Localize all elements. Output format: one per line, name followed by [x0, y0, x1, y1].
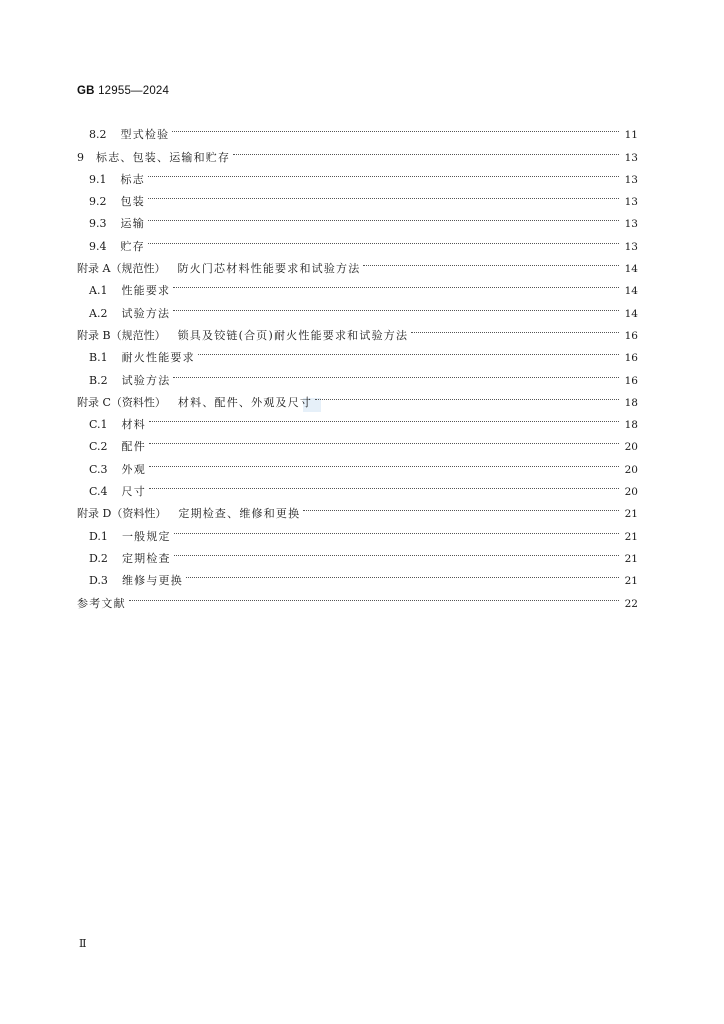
toc-entry-number: D.3 [89, 574, 108, 588]
toc-entry-page: 13 [624, 151, 638, 164]
standard-prefix: GB [77, 85, 95, 97]
toc-entry[interactable] [77, 250, 638, 276]
toc-entry-page: 13 [624, 196, 638, 209]
page-number: Ⅱ [79, 938, 87, 950]
toc-entry[interactable] [77, 473, 638, 499]
toc-dot-leader [173, 294, 619, 316]
toc-entry-title: 防火门芯材料性能要求和试验方法 [177, 262, 361, 276]
toc-dot-leader [186, 562, 619, 584]
toc-dot-leader [173, 272, 619, 294]
standard-number: 12955—2024 [98, 85, 170, 97]
toc-entry-page: 21 [624, 552, 638, 565]
toc-entry-title: 材料、配件、外观及尺寸 [177, 395, 313, 409]
toc-entry-title: 配件 [121, 440, 146, 454]
toc-entry-page: 14 [624, 307, 638, 320]
toc-entry[interactable] [77, 183, 638, 209]
toc-entry-number: 附录 B（规范性） [77, 328, 166, 342]
toc-entry-title: 外观 [121, 462, 146, 476]
toc-entry-title: 性能要求 [121, 284, 171, 298]
toc-entry-number: C.2 [89, 440, 108, 454]
toc-entry-title: 贮存 [120, 239, 145, 253]
toc-dot-leader [363, 250, 619, 272]
toc-entry[interactable] [77, 495, 638, 521]
toc-entry-title: 定期检查 [121, 551, 171, 565]
toc-entry[interactable] [77, 450, 638, 476]
toc-entry-title: 标志、包装、运输和贮存 [96, 150, 231, 164]
toc-entry-page: 13 [624, 218, 638, 231]
toc-entry-title: 型式检验 [120, 128, 170, 142]
toc-entry-number: 附录 C（资料性） [77, 395, 166, 409]
toc-entry-title: 尺寸 [121, 485, 146, 499]
toc-entry-title: 标志 [120, 172, 145, 186]
toc-dot-leader [129, 584, 619, 606]
toc-entry-title: 一般规定 [121, 529, 171, 543]
toc-entry[interactable] [77, 205, 638, 231]
toc-entry[interactable] [77, 428, 638, 454]
toc-entry-number: 9.3 [89, 217, 107, 231]
toc-entry-number: 9 [77, 150, 84, 164]
toc-entry-number: 8.2 [89, 128, 107, 142]
toc-entry-page: 20 [624, 441, 638, 454]
toc-entry[interactable] [77, 161, 638, 186]
toc-entry-title: 包装 [120, 195, 145, 209]
toc-entry-number: B.1 [89, 351, 108, 365]
toc-dot-leader [172, 116, 619, 138]
toc-dot-leader [174, 517, 619, 539]
toc-entry-number: 9.4 [89, 239, 107, 253]
toc-entry-page: 18 [624, 419, 638, 432]
toc-entry-number: 9.1 [89, 172, 107, 186]
toc-entry-title: 试验方法 [121, 306, 171, 320]
toc-dot-leader [148, 161, 619, 183]
toc-dot-leader [148, 227, 619, 249]
toc-entry-title: 锁具及铰链(合页)耐火性能要求和试验方法 [177, 328, 409, 342]
toc-entry-page: 16 [624, 329, 638, 342]
table-of-contents [77, 116, 638, 610]
toc-entry-title: 参考文献 [77, 596, 126, 610]
toc-entry-title: 定期检查、维修和更换 [178, 507, 301, 521]
toc-entry[interactable] [77, 584, 638, 610]
toc-entry-page: 21 [624, 508, 638, 521]
toc-entry-number: D.1 [89, 529, 108, 543]
toc-dot-leader [411, 317, 619, 339]
toc-entry-title: 耐火性能要求 [121, 351, 195, 365]
toc-entry-number: A.2 [89, 306, 108, 320]
toc-entry-number: C.1 [89, 418, 108, 432]
toc-entry-page: 18 [624, 396, 638, 409]
toc-dot-leader [148, 183, 619, 205]
standard-header [77, 85, 169, 97]
toc-dot-leader [315, 384, 619, 406]
toc-entry-number: B.2 [89, 373, 108, 387]
toc-entry-page: 13 [624, 173, 638, 186]
toc-entry-page: 20 [624, 486, 638, 499]
toc-dot-leader [149, 473, 619, 495]
toc-entry-number: C.3 [89, 462, 108, 476]
toc-entry-page: 14 [624, 263, 638, 276]
toc-entry-title: 试验方法 [121, 373, 171, 387]
toc-entry-page: 16 [624, 352, 638, 365]
toc-entry-page: 14 [624, 285, 638, 298]
toc-entry-page: 21 [624, 575, 638, 588]
toc-entry-page: 20 [624, 463, 638, 476]
toc-entry-number: C.4 [89, 485, 108, 499]
toc-dot-leader [233, 138, 619, 160]
toc-entry-page: 13 [624, 240, 638, 253]
toc-dot-leader [149, 406, 619, 428]
toc-entry-number: 附录 A（规范性） [77, 262, 166, 276]
toc-entry-page: 11 [624, 129, 638, 142]
toc-entry[interactable] [77, 227, 638, 253]
toc-dot-leader [303, 495, 619, 517]
toc-entry-title: 维修与更换 [121, 574, 183, 588]
toc-dot-leader [198, 339, 619, 361]
toc-entry-number: 附录 D（资料性） [77, 507, 167, 521]
toc-entry-page: 16 [624, 374, 638, 387]
toc-entry-page: 22 [624, 597, 638, 610]
toc-dot-leader [173, 361, 619, 383]
toc-entry-number: 9.2 [89, 195, 107, 209]
toc-entry[interactable] [77, 116, 638, 142]
toc-entry-page: 21 [624, 530, 638, 543]
toc-dot-leader [149, 428, 619, 450]
toc-entry-number: D.2 [89, 551, 108, 565]
toc-entry-number: A.1 [89, 284, 108, 298]
toc-dot-leader [174, 540, 619, 562]
toc-entry[interactable] [77, 406, 638, 432]
toc-entry-title: 材料 [121, 418, 146, 432]
toc-dot-leader [148, 205, 619, 227]
toc-dot-leader [149, 450, 619, 472]
toc-entry-title: 运输 [120, 217, 145, 231]
